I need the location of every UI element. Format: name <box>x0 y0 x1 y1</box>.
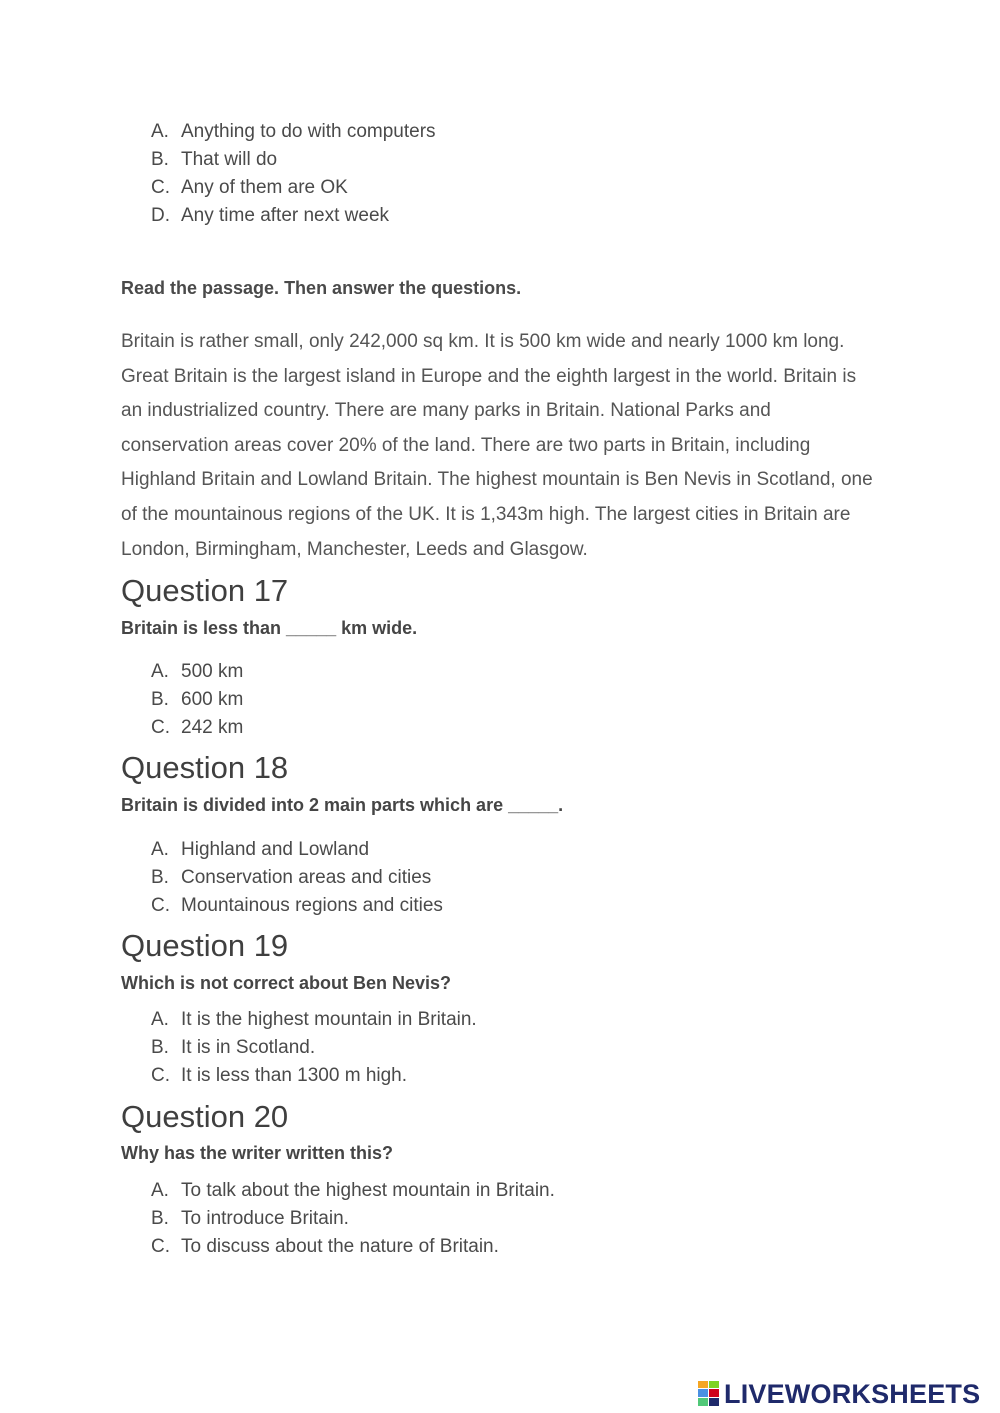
question-prompt: Why has the writer written this? <box>121 1143 394 1163</box>
option-text: Anything to do with computers <box>181 121 436 142</box>
option-text: To introduce Britain. <box>181 1208 349 1229</box>
option-letter: B. <box>151 689 169 710</box>
option-letter: B. <box>151 149 169 170</box>
option-text: Mountainous regions and cities <box>181 895 443 916</box>
question-title: Question 17 <box>121 573 289 608</box>
option-letter: A. <box>151 839 169 860</box>
option-text: 242 km <box>181 717 244 738</box>
option-letter: C. <box>151 895 170 916</box>
option-text: It is the highest mountain in Britain. <box>181 1009 477 1030</box>
option-text: It is less than 1300 m high. <box>181 1065 408 1086</box>
option-text: 600 km <box>181 689 244 710</box>
liveworksheets-logo-icon <box>698 1381 720 1407</box>
liveworksheets-brand <box>698 1378 980 1410</box>
question-title: Question 20 <box>121 1099 289 1134</box>
option-letter: B. <box>151 1037 169 1058</box>
option-letter: C. <box>151 717 170 738</box>
question-prompt: Britain is divided into 2 main parts which are _____. <box>121 795 564 815</box>
brand-text: LIVEWORKSHEETS <box>724 1379 981 1409</box>
option-text: To talk about the highest mountain in Britain. <box>181 1180 555 1201</box>
option-letter: C. <box>151 1236 170 1257</box>
option-text: 500 km <box>181 661 244 682</box>
option-letter: D. <box>151 205 170 226</box>
option-text: Any of them are OK <box>181 177 348 198</box>
option-letter: A. <box>151 661 169 682</box>
option-letter: C. <box>151 1065 170 1086</box>
option-text: Conservation areas and cities <box>181 867 432 888</box>
option-text: That will do <box>181 149 278 170</box>
option-letter: B. <box>151 867 169 888</box>
option-letter: A. <box>151 1009 169 1030</box>
reading-passage: Britain is rather small, only 242,000 sq km. It is 500 km wide and nearly 1000 km long. Great Britain is the largest island in Europe and the eighth largest in the world. Britain is an industrialized country. There are many parks in Britain. National Parks and conservation areas cover 20% of the land. There are two parts in Britain, including Highland Britain and Lowland Britain. The highest mountain is Ben Nevis in Scotland, one of the mountainous regions of the UK. It is 1,343m high. The largest cities in Britain are London, Birmingham, Manchester, Leeds and Glasgow. <box>121 331 873 560</box>
option-text: To discuss about the nature of Britain. <box>181 1236 499 1257</box>
question-title: Question 18 <box>121 750 289 785</box>
option-letter: C. <box>151 177 170 198</box>
option-letter: A. <box>151 121 169 142</box>
option-text: Highland and Lowland <box>181 839 370 860</box>
option-letter: A. <box>151 1180 169 1201</box>
option-text: It is in Scotland. <box>181 1037 316 1058</box>
question-prompt: Which is not correct about Ben Nevis? <box>121 973 452 993</box>
reading-instruction: Read the passage. Then answer the questions. <box>121 278 522 298</box>
option-text: Any time after next week <box>181 205 390 226</box>
option-letter: B. <box>151 1208 169 1229</box>
question-prompt: Britain is less than _____ km wide. <box>121 618 418 638</box>
question-title: Question 19 <box>121 928 289 963</box>
